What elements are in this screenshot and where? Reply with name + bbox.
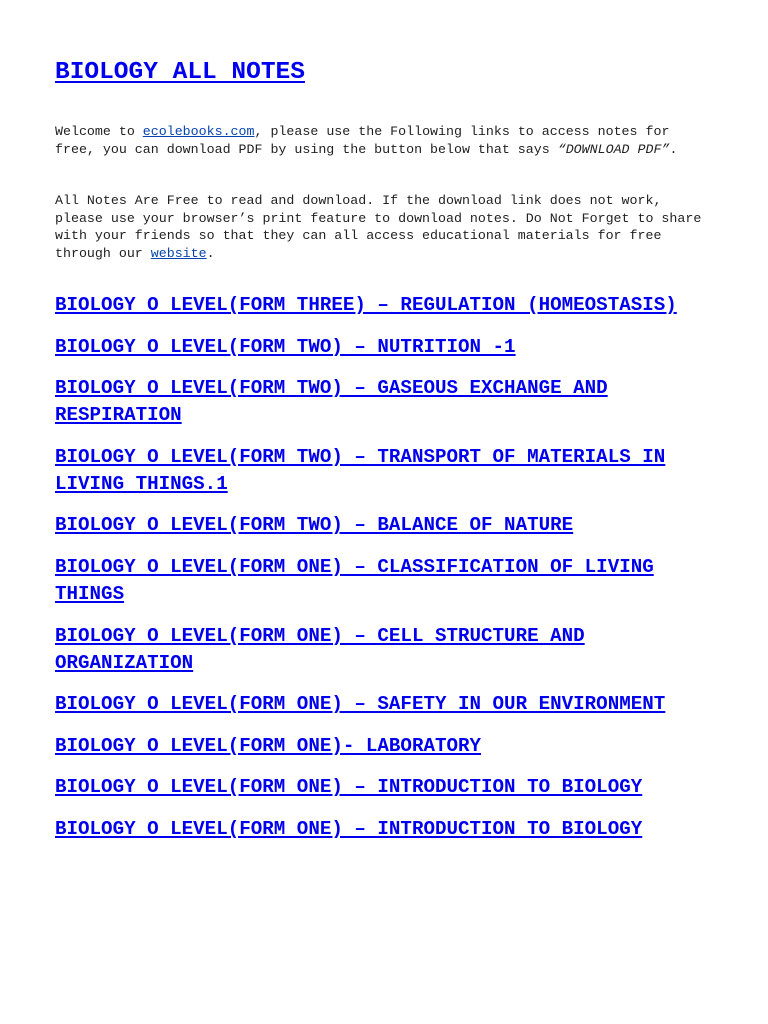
intro-suffix: . — [669, 141, 678, 157]
info-text: All Notes Are Free to read and download. If the download link does not work, please use your browser’s print feature to download notes. Do Not Forget to share with your friends so that they can all access educational materials for free through our — [55, 193, 702, 261]
intro-prefix: Welcome to — [55, 124, 143, 139]
notes-link-list — [55, 292, 717, 858]
note-link-form-one-classification[interactable]: BIOLOGY O LEVEL(FORM ONE) – CLASSIFICATION OF LIVING THINGS — [55, 555, 654, 605]
website-link[interactable]: website — [150, 245, 207, 261]
note-link-form-two-transport[interactable]: BIOLOGY O LEVEL(FORM TWO) – TRANSPORT OF MATERIALS IN LIVING THINGS.1 — [55, 445, 666, 495]
list-item — [55, 774, 717, 801]
note-link-form-three-regulation[interactable]: BIOLOGY O LEVEL(FORM THREE) – REGULATION (HOMEOSTASIS) — [55, 294, 677, 316]
list-item — [55, 691, 717, 718]
note-link-form-two-nutrition[interactable]: BIOLOGY O LEVEL(FORM TWO) – NUTRITION -1 — [55, 335, 516, 358]
note-link-form-one-introduction-2[interactable]: BIOLOGY O LEVEL(FORM ONE) – INTRODUCTION TO BIOLOGY — [55, 817, 643, 840]
intro-paragraph — [55, 123, 717, 158]
info-suffix: . — [206, 245, 215, 261]
note-link-form-one-cell-structure[interactable]: BIOLOGY O LEVEL(FORM ONE) – CELL STRUCTURE AND ORGANIZATION — [55, 624, 585, 674]
list-item — [55, 554, 717, 608]
note-link-form-two-balance-of-nature[interactable]: BIOLOGY O LEVEL(FORM TWO) – BALANCE OF NATURE — [55, 514, 574, 537]
list-item — [55, 444, 717, 498]
list-item — [55, 334, 717, 361]
list-item — [55, 292, 717, 319]
list-item — [55, 375, 717, 429]
page-title — [55, 58, 305, 88]
note-link-form-one-safety[interactable]: BIOLOGY O LEVEL(FORM ONE) – SAFETY IN OUR ENVIRONMENT — [55, 693, 666, 716]
intro-middle: , please use the Following links to access notes for free, you can download PDF by using the button below that says — [55, 124, 670, 157]
note-link-form-one-introduction[interactable]: BIOLOGY O LEVEL(FORM ONE) – INTRODUCTION TO BIOLOGY — [55, 776, 643, 799]
ecolebooks-link[interactable]: ecolebooks.com — [142, 124, 255, 139]
list-item — [55, 512, 717, 539]
list-item — [55, 816, 717, 843]
list-item — [55, 623, 717, 677]
list-item — [55, 733, 717, 760]
download-pdf-quote: “DOWNLOAD PDF” — [557, 141, 670, 157]
info-paragraph — [55, 192, 717, 262]
note-link-form-one-laboratory[interactable]: BIOLOGY O LEVEL(FORM ONE)- LABORATORY — [55, 734, 482, 757]
note-link-form-two-gaseous-exchange[interactable]: BIOLOGY O LEVEL(FORM TWO) – GASEOUS EXCHANGE AND RESPIRATION — [55, 377, 608, 427]
page-title-link[interactable]: BIOLOGY ALL NOTES — [55, 59, 305, 86]
